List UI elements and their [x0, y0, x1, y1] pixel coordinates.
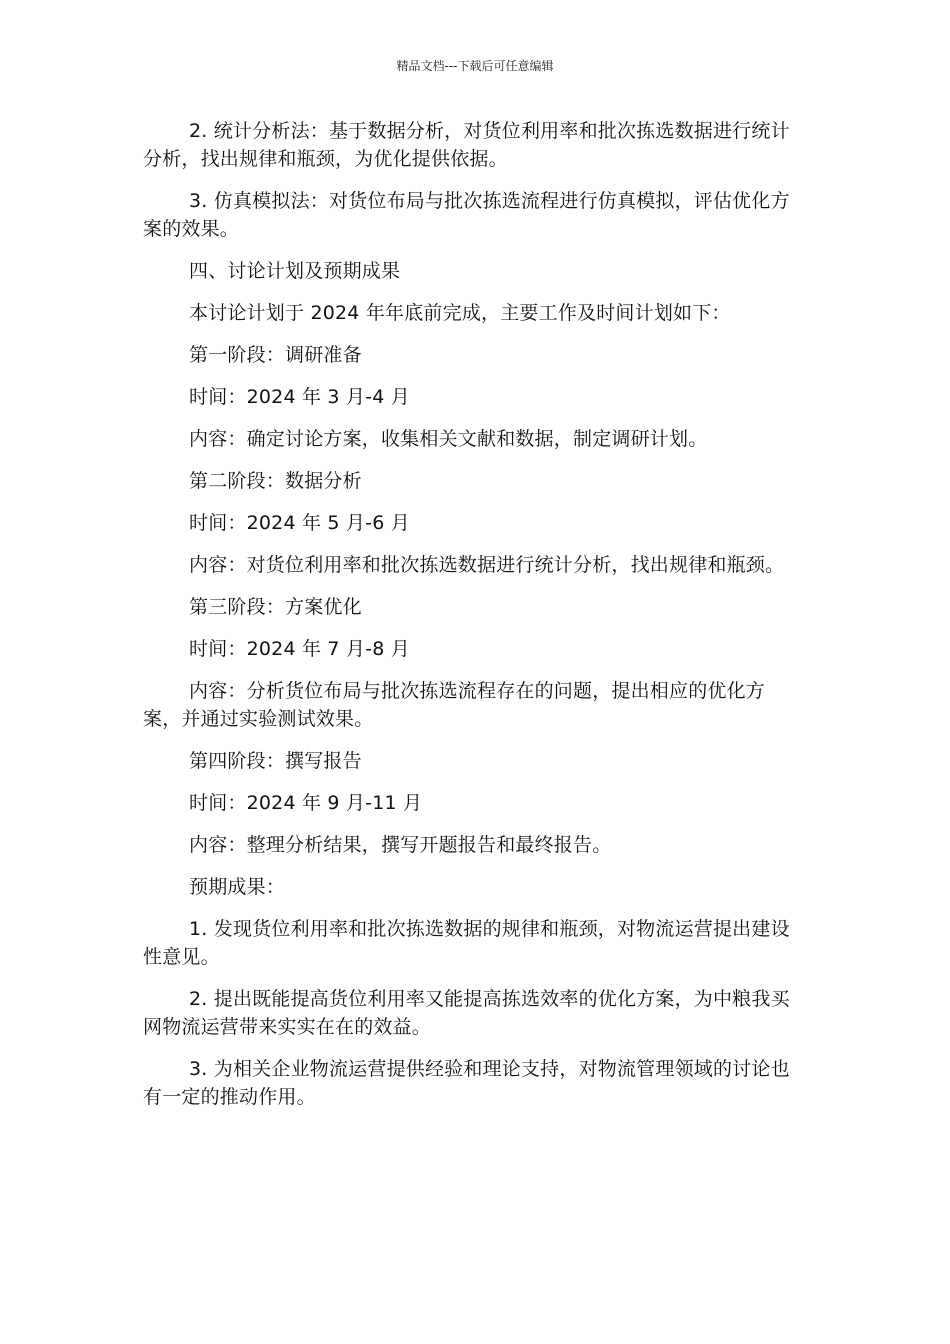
paragraph-method-simulation: 3. 仿真模拟法：对货位布局与批次拣选流程进行仿真模拟，评估优化方案的效果。 [143, 190, 790, 240]
stage-2-time: 时间：2024 年 5 月-6 月 [189, 512, 410, 534]
expected-result-1: 1. 发现货位利用率和批次拣选数据的规律和瓶颈，对物流运营提出建设性意见。 [143, 918, 790, 968]
stage-1-title: 第一阶段：调研准备 [189, 344, 362, 366]
stage-1-content: 内容：确定讨论方案，收集相关文献和数据，制定调研计划。 [189, 428, 708, 450]
stage-4-content: 内容：整理分析结果，撰写开题报告和最终报告。 [189, 834, 612, 856]
stage-1-time: 时间：2024 年 3 月-4 月 [189, 386, 410, 408]
expected-result-2: 2. 提出既能提高货位利用率又能提高拣选效率的优化方案，为中粮我买网物流运营带来实实在在的效益。 [143, 988, 790, 1038]
expected-results-heading: 预期成果： [189, 876, 286, 898]
paragraph-method-statistics: 2. 统计分析法：基于数据分析，对货位利用率和批次拣选数据进行统计分析，找出规律和瓶颈，为优化提供依据。 [143, 120, 790, 170]
stage-2-title: 第二阶段：数据分析 [189, 470, 362, 492]
page-header: 精品文档---下载后可任意编辑 [396, 59, 554, 73]
section-heading: 四、讨论计划及预期成果 [189, 260, 401, 282]
document-body [143, 117, 803, 1125]
stage-4-title: 第四阶段：撰写报告 [189, 750, 362, 772]
stage-4-time: 时间：2024 年 9 月-11 月 [189, 792, 423, 814]
stage-3-content: 内容：分析货位布局与批次拣选流程存在的问题，提出相应的优化方案，并通过实验测试效果。 [143, 680, 766, 730]
stage-2-content: 内容：对货位利用率和批次拣选数据进行统计分析，找出规律和瓶颈。 [189, 554, 785, 576]
expected-result-3: 3. 为相关企业物流运营提供经验和理论支持，对物流管理领域的讨论也有一定的推动作用。 [143, 1058, 790, 1108]
stage-3-time: 时间：2024 年 7 月-8 月 [189, 638, 410, 660]
stage-3-title: 第三阶段：方案优化 [189, 596, 362, 618]
paragraph-plan-intro: 本讨论计划于 2024 年年底前完成，主要工作及时间计划如下： [189, 302, 731, 324]
